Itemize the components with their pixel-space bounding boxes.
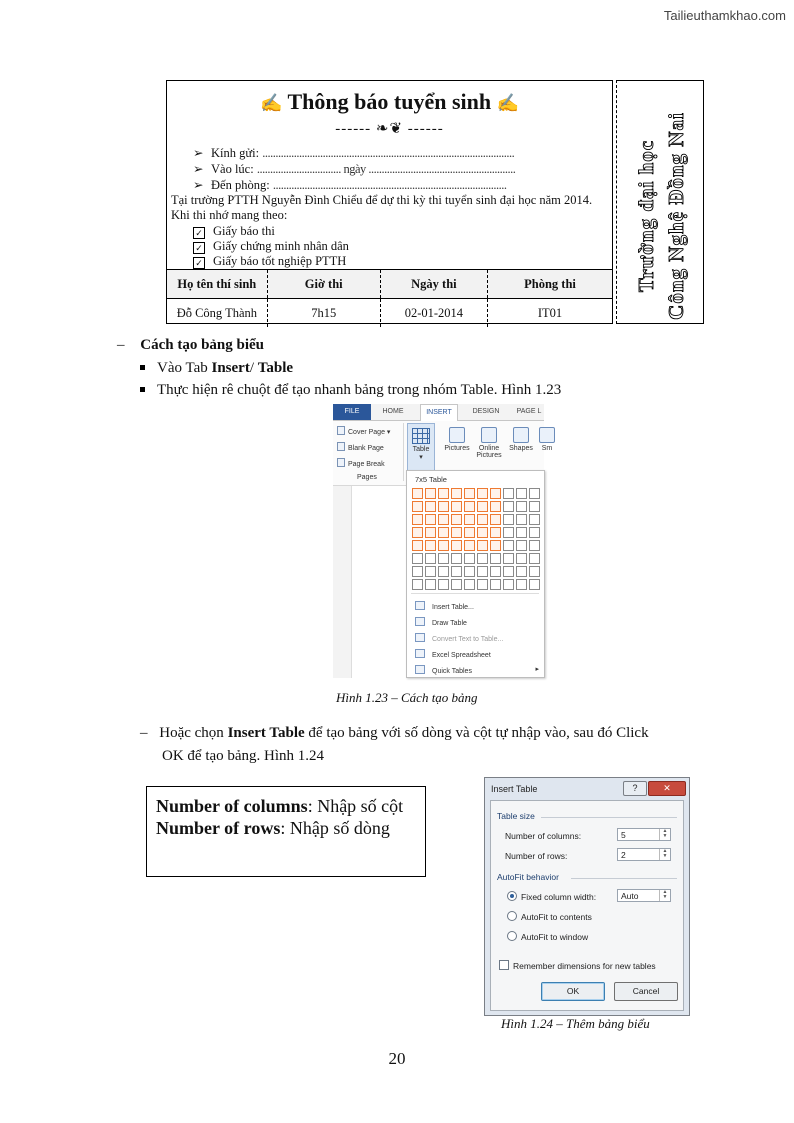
table-grid-cell[interactable]	[490, 579, 501, 590]
insert-table-paragraph: – Hoặc chọn Insert Table để tạo bảng với số dòng và cột tự nhập vào, sau đó Click	[140, 725, 649, 741]
table-grid-cell[interactable]	[516, 566, 527, 577]
radio-icon	[507, 931, 517, 941]
bullet-drag-mouse: Thực hiện rê chuột để tạo nhanh bảng trong nhóm Table. Hình 1.23	[140, 382, 561, 399]
table-grid-cell[interactable]	[464, 540, 475, 551]
table-grid-cell[interactable]	[516, 488, 527, 499]
pen-icon: ✍	[496, 93, 520, 113]
menu-item-insert-table[interactable]: Insert Table...	[415, 601, 474, 611]
table-row	[167, 299, 612, 328]
candidate-table	[167, 269, 612, 327]
table-grid-cell[interactable]	[464, 553, 475, 564]
bullet-insert-table: Vào Tab Insert/ Table	[140, 360, 293, 377]
excel-icon	[415, 649, 425, 658]
table-grid-cell[interactable]	[490, 540, 501, 551]
note-columns: Number of columns: Nhập số cột	[156, 796, 404, 816]
note-rows: Number of rows: Nhập số dòng	[156, 818, 390, 838]
figure-caption-1-23: Hình 1.23 – Cách tạo bảng	[336, 690, 478, 705]
table-grid-cell[interactable]	[425, 553, 436, 564]
remember-dimensions-checkbox[interactable]: Remember dimensions for new tables	[499, 960, 656, 971]
menu-item-draw-table[interactable]: Draw Table	[415, 617, 467, 627]
table-grid-cell[interactable]	[451, 488, 462, 499]
tab-file[interactable]: FILE	[333, 404, 371, 420]
table-grid-cell[interactable]	[503, 553, 514, 564]
note-box	[146, 786, 426, 877]
figure-caption-1-24: Hình 1.24 – Thêm bảng biểu	[501, 1016, 650, 1031]
table-grid-cell[interactable]	[503, 540, 514, 551]
submenu-arrow-icon: ▸	[535, 666, 539, 673]
table-header-cell: Phòng thi	[488, 270, 612, 299]
insert-table-dropdown	[406, 470, 545, 678]
table-grid-cell[interactable]	[477, 514, 488, 525]
checkbox-checked-icon: ✓	[193, 242, 205, 254]
autofit-window-radio[interactable]: AutoFit to window	[507, 931, 588, 942]
arrow-bullet-icon: ➢	[193, 146, 204, 160]
table-grid-cell[interactable]	[412, 579, 423, 590]
notice-line-recipient: ➢ Kính gửi: ................................................................................................	[193, 146, 515, 160]
table-grid-cell[interactable]	[516, 540, 527, 551]
table-grid-cell[interactable]	[464, 488, 475, 499]
table-grid-cell[interactable]	[503, 566, 514, 577]
table-grid-cell[interactable]	[425, 514, 436, 525]
table-grid-cell[interactable]	[503, 514, 514, 525]
table-grid-cell[interactable]	[451, 540, 462, 551]
menu-item-quick-tables[interactable]: Quick Tables ▸	[415, 665, 541, 675]
online-pictures-button[interactable]: Online Pictures	[475, 425, 503, 459]
square-bullet-icon	[140, 365, 145, 370]
checkbox-checked-icon: ✓	[193, 227, 205, 239]
table-header-row	[167, 270, 612, 299]
menu-item-convert-text: Convert Text to Table...	[415, 633, 503, 643]
chevron-down-icon: ▾	[419, 454, 423, 461]
table-grid-cell[interactable]	[464, 579, 475, 590]
table-grid-cell[interactable]	[451, 553, 462, 564]
table-header-cell: Ngày thi	[380, 270, 487, 299]
shapes-icon	[513, 427, 529, 443]
table-grid-cell[interactable]	[477, 579, 488, 590]
table-grid-cell[interactable]	[477, 540, 488, 551]
ok-button[interactable]: OK	[541, 982, 605, 1001]
table-grid-cell[interactable]	[412, 488, 423, 499]
table-grid-cell[interactable]	[477, 566, 488, 577]
table-grid-cell[interactable]	[490, 553, 501, 564]
group-table-size: Table size	[497, 811, 535, 821]
table-grid-cell[interactable]	[425, 579, 436, 590]
table-grid-cell[interactable]	[529, 566, 540, 577]
table-grid-cell[interactable]	[438, 514, 449, 525]
pages-group-label: Pages	[357, 474, 377, 481]
rows-label: Number of rows:	[505, 851, 568, 861]
table-grid-cell[interactable]	[477, 527, 488, 538]
table-grid-cell[interactable]	[438, 553, 449, 564]
word-ribbon-screenshot	[333, 404, 553, 678]
close-button[interactable]: ✕	[648, 781, 686, 796]
table-grid-cell[interactable]	[477, 501, 488, 512]
quick-tables-icon	[415, 665, 425, 674]
fixed-width-radio[interactable]: Fixed column width:	[507, 891, 596, 902]
picture-icon	[449, 427, 465, 443]
dialog-title: Insert Table	[491, 784, 538, 794]
section-heading: – Cách tạo bảng biểu	[117, 337, 265, 353]
table-grid-cell[interactable]	[490, 514, 501, 525]
page-break-icon	[337, 458, 345, 467]
cancel-button[interactable]: Cancel	[614, 982, 678, 1001]
table-grid-cell[interactable]	[438, 540, 449, 551]
checklist-item: ✓ Giấy chứng minh nhân dân	[193, 239, 349, 254]
table-grid-cell[interactable]	[412, 527, 423, 538]
columns-input[interactable]: 5 ▲ ▼	[617, 828, 671, 841]
table-icon	[412, 428, 430, 444]
table-grid-cell[interactable]	[490, 527, 501, 538]
table-grid-cell[interactable]	[438, 566, 449, 577]
table-header-cell: Giờ thi	[267, 270, 380, 299]
rows-input[interactable]: 2 ▲ ▼	[617, 848, 671, 861]
table-size-grid[interactable]	[412, 488, 540, 590]
table-grid-cell[interactable]	[438, 527, 449, 538]
notice-title-text: Thông báo tuyển sinh	[287, 89, 492, 114]
fixed-width-input[interactable]: Auto ▲ ▼	[617, 889, 671, 902]
shapes-button[interactable]: Shapes	[507, 425, 535, 452]
watermark-text: Tailieuthamkhao.com	[663, 8, 786, 23]
table-grid-cell[interactable]	[516, 501, 527, 512]
table-grid-cell[interactable]	[425, 540, 436, 551]
table-grid-cell[interactable]	[464, 527, 475, 538]
insert-table-icon	[415, 601, 425, 610]
grid-size-label: 7x5 Table	[415, 475, 447, 484]
table-grid-cell[interactable]	[503, 501, 514, 512]
table-grid-cell[interactable]	[464, 566, 475, 577]
group-divider	[541, 817, 677, 818]
table-grid-cell[interactable]	[529, 527, 540, 538]
dialog-content	[490, 800, 684, 1011]
table-button[interactable]: Table ▾	[407, 423, 435, 475]
page-number: 20	[388, 1049, 406, 1068]
arrow-bullet-icon: ➢	[193, 162, 204, 176]
vertical-school-text: Trường đại học Công Nghệ Đồng Nai	[634, 112, 688, 320]
tab-page-layout[interactable]: PAGE L	[516, 408, 542, 415]
table-grid-cell[interactable]	[477, 553, 488, 564]
spinner-arrows-icon[interactable]: ▲ ▼	[659, 829, 670, 840]
notice-paragraph: Tại trường PTTH Nguyễn Đình Chiểu để dự thi kỳ thi tuyển sinh đại học năm 2014. Khi thi nhớ mang theo:	[171, 193, 593, 222]
table-grid-cell[interactable]	[425, 527, 436, 538]
vertical-school-banner	[616, 80, 704, 324]
group-divider	[571, 878, 677, 879]
table-grid-cell[interactable]	[412, 501, 423, 512]
blank-page-button[interactable]: Blank Page	[337, 442, 384, 452]
columns-label: Number of columns:	[505, 831, 582, 841]
blank-page-icon	[337, 442, 345, 451]
page-break-button[interactable]: Page Break	[337, 458, 385, 468]
table-grid-cell[interactable]	[464, 514, 475, 525]
menu-divider	[411, 593, 539, 594]
notice-ornament: ------ ❧❦ ------	[335, 121, 444, 137]
table-grid-cell[interactable]	[425, 501, 436, 512]
table-cell: 02-01-2014	[380, 299, 487, 328]
radio-icon	[507, 911, 517, 921]
radio-selected-icon	[507, 891, 517, 901]
announcement-box	[166, 80, 613, 324]
group-divider	[403, 423, 404, 481]
checkbox-icon	[499, 960, 509, 970]
table-grid-cell[interactable]	[516, 527, 527, 538]
table-grid-cell[interactable]	[503, 488, 514, 499]
spinner-arrows-icon[interactable]: ▲ ▼	[659, 890, 670, 901]
table-grid-cell[interactable]	[503, 527, 514, 538]
table-grid-cell[interactable]	[529, 579, 540, 590]
table-grid-cell[interactable]	[451, 527, 462, 538]
table-grid-cell[interactable]	[529, 514, 540, 525]
table-grid-cell[interactable]	[529, 540, 540, 551]
checklist-item: ✓ Giấy báo thi	[193, 224, 275, 239]
ribbon-tab-bar	[333, 404, 544, 421]
table-grid-cell[interactable]	[490, 501, 501, 512]
tab-design[interactable]: DESIGN	[472, 408, 500, 415]
pictures-button[interactable]: Pictures	[443, 425, 471, 452]
autofit-contents-radio[interactable]: AutoFit to contents	[507, 911, 592, 922]
insert-table-paragraph-line2: OK để tạo bảng. Hình 1.24	[162, 748, 325, 764]
table-grid-cell[interactable]	[529, 553, 540, 564]
online-picture-icon	[481, 427, 497, 443]
table-grid-cell[interactable]	[412, 566, 423, 577]
spinner-arrows-icon[interactable]: ▲ ▼	[659, 849, 670, 860]
table-grid-cell[interactable]	[516, 579, 527, 590]
table-grid-cell[interactable]	[425, 488, 436, 499]
vertical-ruler	[333, 486, 352, 678]
table-grid-cell[interactable]	[490, 488, 501, 499]
convert-icon	[415, 633, 425, 642]
table-grid-cell[interactable]	[451, 566, 462, 577]
pencil-icon	[415, 617, 425, 626]
table-grid-cell[interactable]	[503, 579, 514, 590]
group-autofit: AutoFit behavior	[497, 872, 559, 882]
table-grid-cell[interactable]	[477, 488, 488, 499]
table-header-cell: Họ tên thí sinh	[167, 270, 267, 299]
table-grid-cell[interactable]	[516, 553, 527, 564]
help-button[interactable]: ?	[623, 781, 647, 796]
notice-line-room: ➢ Đến phòng: .........................................................................................	[193, 178, 507, 192]
table-grid-cell[interactable]	[451, 514, 462, 525]
table-grid-cell[interactable]	[490, 566, 501, 577]
table-grid-cell[interactable]	[516, 514, 527, 525]
tab-insert[interactable]: INSERT	[420, 404, 458, 421]
table-grid-cell[interactable]	[438, 501, 449, 512]
table-grid-cell[interactable]	[412, 553, 423, 564]
arrow-bullet-icon: ➢	[193, 178, 204, 192]
table-grid-cell[interactable]	[529, 488, 540, 499]
checklist-item: ✓ Giấy báo tốt nghiệp PTTH	[193, 254, 346, 269]
table-grid-cell[interactable]	[451, 501, 462, 512]
table-grid-cell[interactable]	[529, 501, 540, 512]
smartart-button[interactable]: Sm	[533, 425, 561, 452]
checkbox-checked-icon: ✓	[193, 257, 205, 269]
menu-item-excel-spreadsheet[interactable]: Excel Spreadsheet	[415, 649, 491, 659]
notice-title	[167, 89, 612, 115]
insert-table-dialog	[484, 777, 690, 1016]
table-grid-cell[interactable]	[438, 488, 449, 499]
table-grid-cell[interactable]	[412, 514, 423, 525]
table-grid-cell[interactable]	[412, 540, 423, 551]
table-grid-cell[interactable]	[438, 579, 449, 590]
table-grid-cell[interactable]	[451, 579, 462, 590]
square-bullet-icon	[140, 387, 145, 392]
notice-line-time: ➢ Vào lúc: ................................ ngày ........................................................	[193, 162, 516, 176]
cover-page-icon	[337, 426, 345, 435]
table-cell: Đỗ Công Thành	[176, 305, 258, 320]
table-grid-cell[interactable]	[464, 501, 475, 512]
table-grid-cell[interactable]	[425, 566, 436, 577]
cover-page-button[interactable]: Cover Page ▾	[337, 426, 390, 436]
tab-home[interactable]: HOME	[382, 408, 404, 415]
pen-icon: ✍	[259, 93, 283, 113]
table-cell: 7h15	[267, 299, 380, 328]
table-cell: IT01	[488, 299, 612, 328]
smartart-icon	[539, 427, 555, 443]
